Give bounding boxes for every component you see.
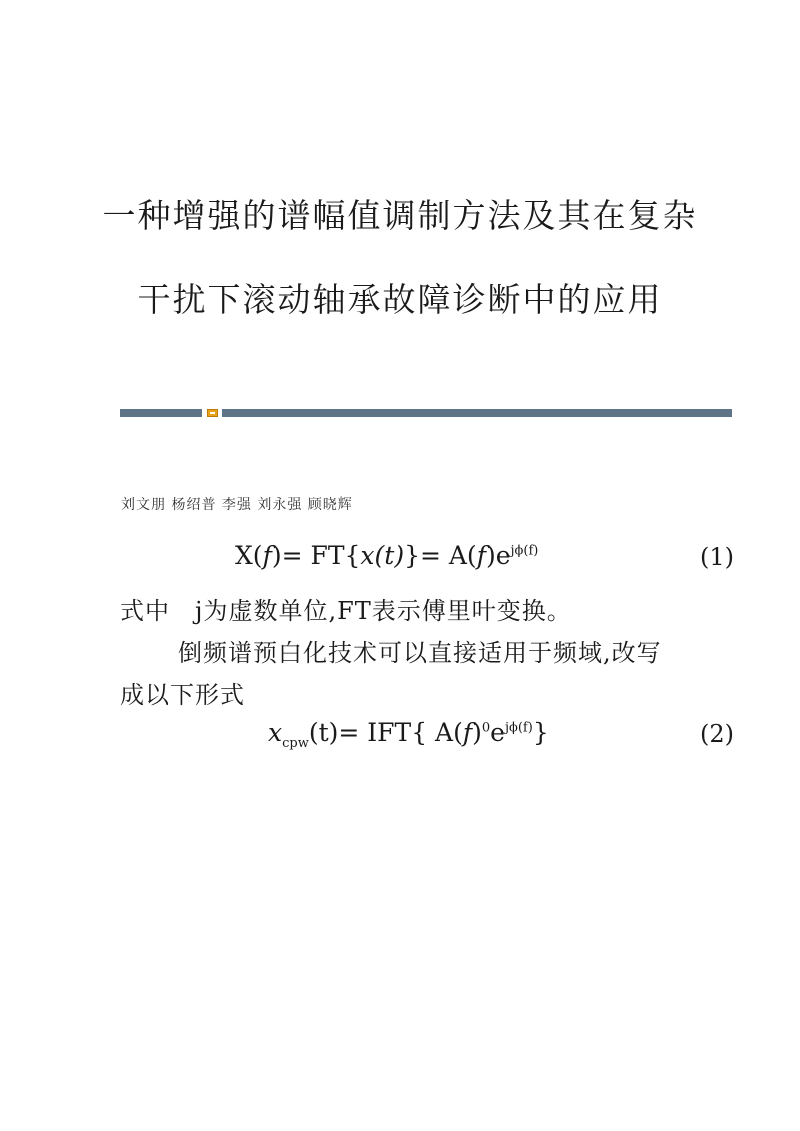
paragraph-definition: 式中 j为虚数单位,FT表示傅里叶变换。 <box>120 597 572 625</box>
eq1-f-var: f <box>262 541 272 570</box>
divider-bar-left <box>120 409 202 417</box>
paragraph-cepstrum-line-1: 倒频谱预白化技术可以直接适用于频域,改写 <box>178 639 662 667</box>
eq1-exponent: jϕ(f) <box>510 543 539 559</box>
eq2-e: e <box>490 718 505 747</box>
eq1-mid: }= A( <box>404 541 477 570</box>
eq2-subscript: cpw <box>282 736 309 751</box>
title-divider <box>120 409 732 417</box>
eq2-lhs: (t)= IFT{ A( <box>308 718 463 747</box>
eq2-power: 0 <box>481 720 491 736</box>
eq2-close: ) <box>472 718 482 747</box>
eq1-x-var: x <box>360 541 375 570</box>
author-list: 刘文朋 杨绍普 李强 刘永强 顾晓辉 <box>121 497 353 513</box>
document-title-line-1: 一种增强的谱幅值调制方法及其在复杂 <box>102 196 698 235</box>
eq1-lhs-close: )= FT{ <box>271 541 361 570</box>
document-title-line-2: 干扰下滚动轴承故障诊断中的应用 <box>137 280 663 319</box>
eq2-x-var: x <box>268 718 283 747</box>
eq1-rhs: )e <box>485 541 511 570</box>
eq2-exponent: jϕ(f) <box>504 720 533 736</box>
eq1-t-arg: (t) <box>374 541 405 570</box>
eq2-f-var: f <box>462 718 473 747</box>
equation-1-number: (1) <box>700 543 734 571</box>
eq2-end: } <box>532 718 549 747</box>
paragraph-cepstrum-line-2: 成以下形式 <box>120 681 245 709</box>
eq1-lhs: X( <box>235 541 263 570</box>
equation-1 <box>235 541 538 570</box>
divider-bar-right <box>222 409 732 417</box>
document-badge-icon <box>207 409 218 417</box>
eq1-f-var-2: f <box>476 541 486 570</box>
equation-2 <box>268 718 549 751</box>
equation-2-number: (2) <box>700 720 734 748</box>
